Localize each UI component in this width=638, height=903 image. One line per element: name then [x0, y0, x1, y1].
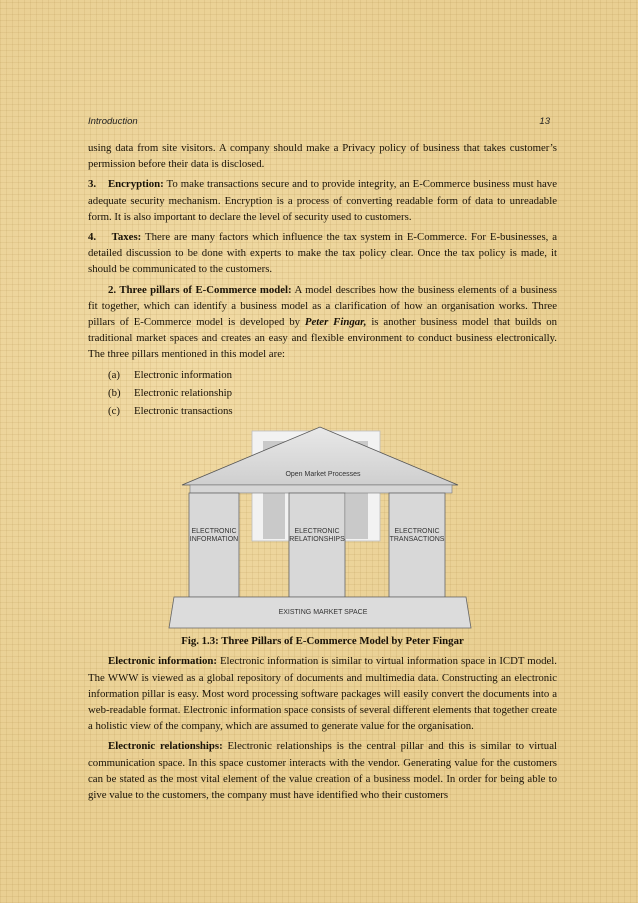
encryption-paragraph — [88, 176, 557, 225]
electronic-relationships-title: Electronic relationships: — [108, 740, 223, 753]
page-number: 13 — [539, 116, 550, 127]
list-text: Electronic information — [134, 368, 233, 381]
pillars-intro-paragraph — [88, 282, 557, 363]
electronic-information-text: Electronic information is similar to virtual information space in ICDT model. The WWW is viewed as a global repository of documents and multimedia data. Constructing an electronic information pillar is easy. Most word processing software packages will easily convert the documents into a web-readable format. Electronic information space consists of several different elements that together create a holistic view of the company, which are assumed to generate value for the organisation. — [88, 655, 557, 733]
figure-caption: Fig. 1.3: Three Pillars of E-Commerce Model by Peter Fingar — [181, 635, 464, 648]
taxes-text: There are many factors which influence the tax system in E-Commerce. For E-businesses, a detailed discussion to be done with experts to make the tax policy clear. Once the tax policy is made, it should be communicated to the customers. — [88, 231, 558, 276]
pillars-intro-text-before: A model describes how the business elements of a business fit together, which can identify a business model as a clarification of how an organisation works. Three pillars of E-Commerce model is developed by — [88, 283, 557, 329]
roof-label: Open Market Processes — [285, 471, 361, 479]
privacy-paragraph: using data from site visitors. A company should make a Privacy policy of business that takes customer’s permission before their data is disclosed. — [88, 142, 557, 171]
electronic-relationships-paragraph — [88, 738, 557, 803]
list-marker: (b) — [108, 386, 121, 399]
pillar-transactions — [389, 493, 445, 597]
three-pillars-figure — [88, 423, 557, 633]
list-marker: (a) — [108, 368, 120, 381]
list-item — [88, 385, 557, 401]
header-section: Introduction — [88, 116, 138, 127]
page-content — [88, 140, 557, 807]
pillar2-label: ELECTRONIC RELATIONSHIPS — [289, 528, 345, 544]
encryption-title: Encryption: — [107, 178, 164, 191]
list-marker: (c) — [108, 405, 120, 418]
taxes-paragraph — [88, 229, 557, 278]
encryption-num: 3. — [88, 178, 97, 191]
list-item — [88, 403, 557, 419]
roof-beam — [190, 485, 452, 493]
base-label: EXISTING MARKET SPACE — [278, 609, 368, 617]
list-text: Electronic transactions — [134, 405, 233, 418]
taxes-num: 4. — [88, 231, 97, 244]
electronic-relationships-text: Electronic relationships is the central pillar and this is similar to virtual communication space. In this space customer interacts with the vendor. Generating value for the customers can be stated as the most vital element of the value creation of a business model. In order for being able to give value to the customers, the company must have identified who their customers — [88, 740, 557, 802]
pillars-list — [88, 367, 557, 420]
electronic-information-paragraph — [88, 653, 557, 734]
pillar1-label: ELECTRONIC INFORMATION — [189, 528, 239, 544]
pillar-relationships — [289, 493, 345, 597]
taxes-title: Taxes: — [111, 231, 142, 244]
pillar-information — [189, 493, 239, 597]
electronic-information-title: Electronic information: — [108, 655, 217, 668]
list-item — [88, 367, 557, 383]
running-header — [88, 116, 550, 127]
pillars-intro-title: 2. Three pillars of E-Commerce model: — [108, 283, 292, 296]
list-text: Electronic relationship — [134, 386, 233, 399]
encryption-text: To make transactions secure and to provide integrity, an E-Commerce business must have adequate security mechanism. Encryption is a process of converting readable form of data to unreadable form. It is also important to declare the level of security used to customers. — [88, 178, 557, 223]
pillars-intro-author: Peter Fingar, — [304, 316, 367, 329]
pillar3-label: ELECTRONIC TRANSACTIONS — [389, 528, 445, 544]
pillars-intro-text-after: is another business model that builds on traditional market spaces and creates an easy and flexible environment to conduct business electronically. The three pillars mentioned in this model are: — [88, 316, 557, 361]
